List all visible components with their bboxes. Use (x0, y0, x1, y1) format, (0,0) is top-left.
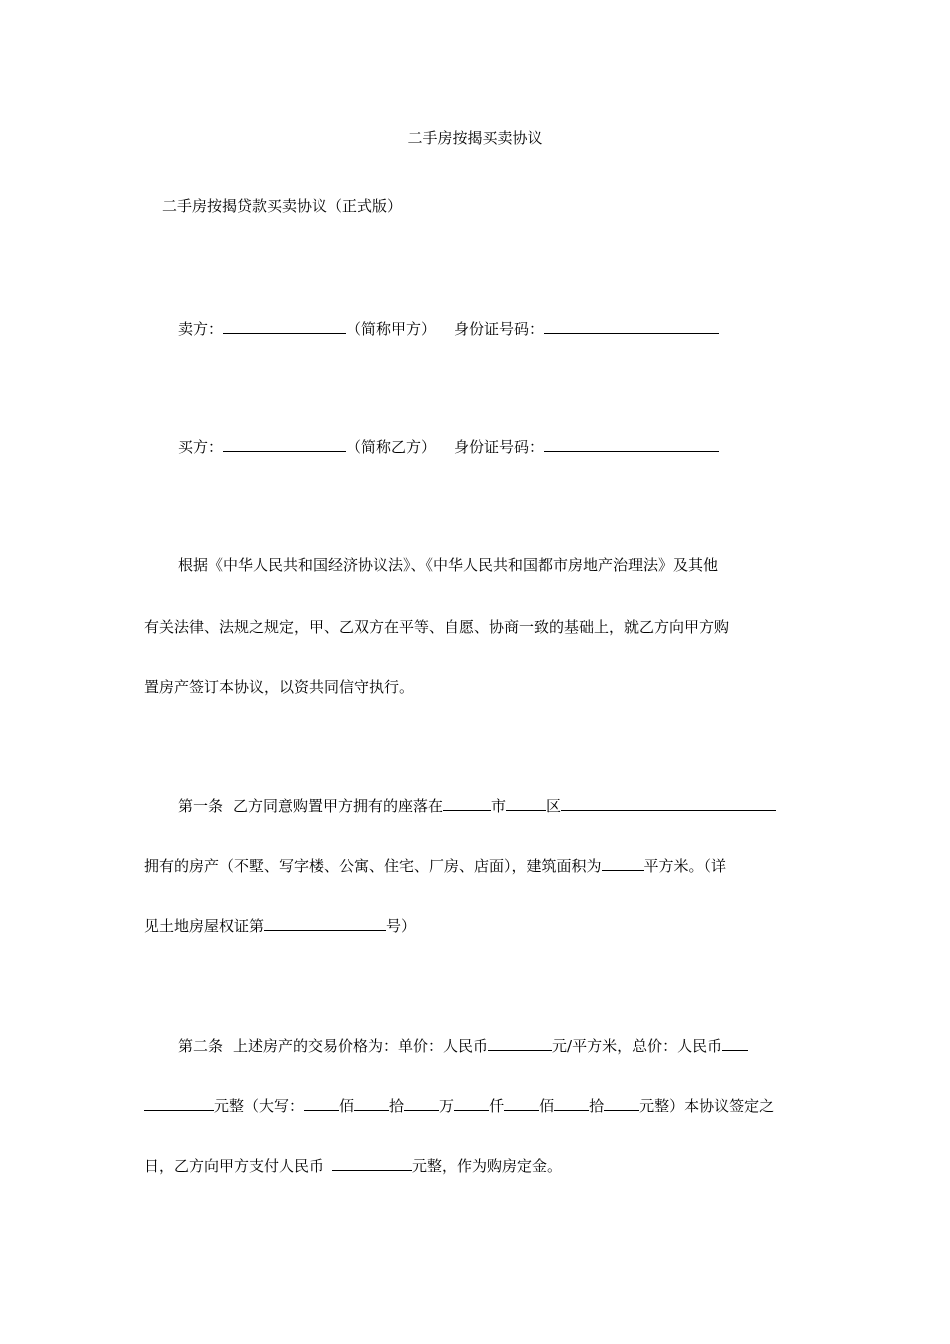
wan-blank (404, 1095, 439, 1111)
article1-line-3 (144, 915, 416, 936)
bai2-blank (504, 1095, 539, 1111)
deposit-tail: 元整，作为购房定金。 (412, 1157, 563, 1175)
seller-name-blank (223, 318, 346, 334)
unit-price-blank (488, 1035, 552, 1051)
buyer-id-label: 身份证号码： (454, 438, 545, 456)
seller-id-blank (544, 318, 719, 334)
article1-heading: 第一条 (178, 797, 224, 815)
seller-alias: （简称甲方） (346, 320, 437, 338)
article2-text-1: 上述房产的交易价格为：单价：人民币 (233, 1037, 489, 1055)
bai-blank (304, 1095, 339, 1111)
buyer-line (178, 436, 719, 457)
buyer-label: 买方： (178, 438, 224, 456)
deposit-blank (332, 1155, 412, 1171)
area-unit: 平方米。（详 (643, 857, 727, 875)
article2-heading: 第二条 (178, 1037, 224, 1055)
certificate-blank (264, 915, 386, 931)
preamble-line-2: 有关法律、法规之规定，甲、乙双方在平等、自愿、协商一致的基础上，就乙方向甲方购 (144, 618, 730, 636)
wan-label: 万 (439, 1097, 455, 1115)
article1-line-2 (144, 855, 726, 876)
buyer-id-blank (544, 436, 719, 452)
area-blank (602, 855, 644, 871)
article1-text-2: 拥有的房产（不墅、写字楼、公寓、住宅、厂房、店面），建筑面积为 (144, 857, 602, 875)
address-blank (561, 795, 776, 811)
document-title: 二手房按揭买卖协议 (407, 129, 543, 147)
deposit-text: 日，乙方向甲方支付人民币 (144, 1157, 325, 1175)
bai-label: 佰 (339, 1097, 355, 1115)
city-blank (443, 795, 491, 811)
district-label: 区 (546, 797, 562, 815)
shi-blank (354, 1095, 389, 1111)
yuan-blank (604, 1095, 639, 1111)
qian-label: 仟 (489, 1097, 505, 1115)
total-price-blank-start (722, 1035, 748, 1051)
preamble-line-1: 根据《中华人民共和国经济协议法》、《中华人民共和国都市房地产治理法》及其他 (178, 556, 719, 574)
seller-line (178, 318, 719, 339)
capital-tail: 元整）本协议签定之 (639, 1097, 775, 1115)
buyer-alias: （简称乙方） (346, 438, 437, 456)
qian-blank (454, 1095, 489, 1111)
preamble-line-3: 置房产签订本协议，以资共同信守执行。 (144, 678, 415, 696)
capital-prefix: 元整（大写： (214, 1097, 305, 1115)
article1-text-3: 见土地房屋权证第 (144, 917, 265, 935)
article2-line-2 (144, 1095, 774, 1116)
document-subtitle: 二手房按揭贷款买卖协议（正式版） (162, 197, 403, 215)
article1-line-1 (178, 795, 776, 816)
total-price-blank (144, 1095, 214, 1111)
unit-price-label: 元/平方米，总价：人民币 (552, 1037, 723, 1055)
buyer-name-blank (223, 436, 346, 452)
bai2-label: 佰 (539, 1097, 555, 1115)
article1-text-1: 乙方同意购置甲方拥有的座落在 (233, 797, 444, 815)
article2-line-3 (144, 1155, 562, 1176)
shi2-blank (554, 1095, 589, 1111)
shi2-label: 拾 (589, 1097, 605, 1115)
seller-label: 卖方： (178, 320, 224, 338)
article2-line-1 (178, 1035, 748, 1056)
seller-id-label: 身份证号码： (454, 320, 545, 338)
district-blank (506, 795, 546, 811)
city-label: 市 (491, 797, 507, 815)
shi-label: 拾 (389, 1097, 405, 1115)
certificate-end: 号） (386, 917, 417, 935)
